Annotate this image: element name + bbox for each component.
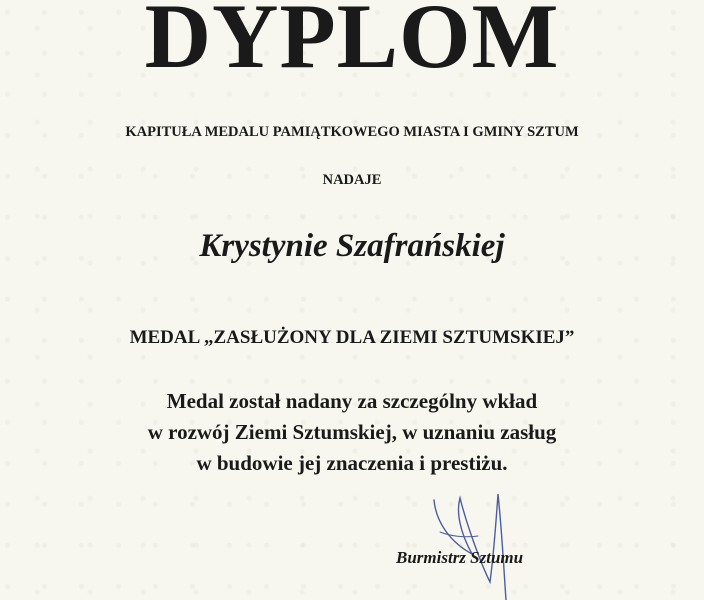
- award-reason: [0, 386, 704, 479]
- issuer-line: KAPITUŁA MEDALU PAMIĄTKOWEGO MIASTA I GMINY SZTUM: [125, 124, 579, 140]
- signer-title: Burmistrz Sztumu: [396, 548, 524, 567]
- grants-line: NADAJE: [322, 172, 382, 188]
- reason-line-3: w budowie jej znaczenia i prestiżu.: [196, 451, 508, 475]
- medal-name: MEDAL „ZASŁUŻONY DLA ZIEMI SZTUMSKIEJ”: [129, 327, 575, 348]
- recipient-name: Krystynie Szafrańskiej: [199, 228, 505, 264]
- handwritten-signature: [420, 492, 540, 600]
- reason-line-1: Medal został nadany za szczególny wkład: [166, 389, 538, 413]
- diploma-title: DYPLOM: [144, 0, 560, 87]
- reason-line-2: w rozwój Ziemi Sztumskiej, w uznaniu zasług: [147, 420, 557, 444]
